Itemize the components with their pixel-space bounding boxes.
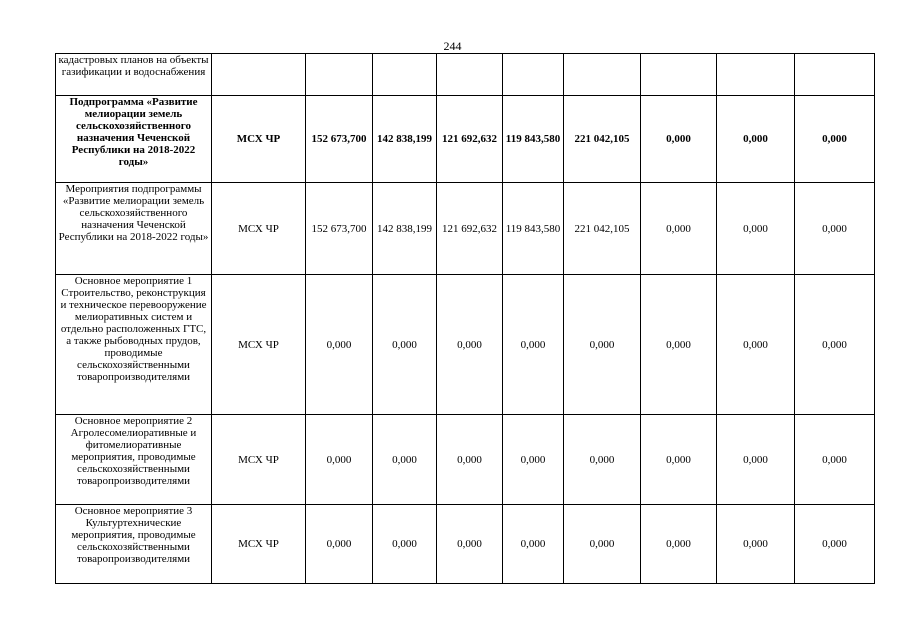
table-row <box>56 505 875 584</box>
table-cell: 0,000 <box>795 183 875 275</box>
table-cell: 121 692,632 <box>437 183 503 275</box>
table-cell: 0,000 <box>373 275 437 415</box>
table-cell: МСХ ЧР <box>212 183 306 275</box>
table-cell: МСХ ЧР <box>212 415 306 505</box>
row-name-cell: Подпрограмма «Развитие мелиорации земель сельскохозяйственного назначения Чеченской Республики на 2018-2022 годы» <box>56 96 212 183</box>
table-cell <box>717 54 795 96</box>
table-cell: 0,000 <box>717 505 795 584</box>
table-cell: 0,000 <box>717 183 795 275</box>
table-cell: 0,000 <box>795 505 875 584</box>
table-cell: 0,000 <box>641 275 717 415</box>
table-row <box>56 275 875 415</box>
table-row <box>56 183 875 275</box>
table-row <box>56 415 875 505</box>
table-cell <box>437 54 503 96</box>
row-name-cell: Основное мероприятие 3 Культуртехнические мероприятия, проводимые сельскохозяйственными товаропроизводителями <box>56 505 212 584</box>
table-cell: 0,000 <box>437 415 503 505</box>
table-cell: 142 838,199 <box>373 96 437 183</box>
row-name-cell: кадастровых планов на объекты газификации и водоснабжения <box>56 54 212 96</box>
table-cell: 0,000 <box>503 275 564 415</box>
page-number: 244 <box>443 39 462 53</box>
table-cell: 0,000 <box>437 505 503 584</box>
table-cell: 0,000 <box>717 275 795 415</box>
table-row <box>56 54 875 96</box>
table-cell: 0,000 <box>306 275 373 415</box>
table-cell: 0,000 <box>641 96 717 183</box>
table-cell <box>373 54 437 96</box>
table-cell <box>564 54 641 96</box>
table-cell: 0,000 <box>795 415 875 505</box>
table-cell: 119 843,580 <box>503 96 564 183</box>
table-cell: 121 692,632 <box>437 96 503 183</box>
table-cell: 221 042,105 <box>564 183 641 275</box>
table-cell: 0,000 <box>373 415 437 505</box>
table-cell: 0,000 <box>717 415 795 505</box>
table-cell: 0,000 <box>641 505 717 584</box>
table-cell <box>641 54 717 96</box>
table-cell: 0,000 <box>564 415 641 505</box>
table-cell <box>503 54 564 96</box>
table-cell: 0,000 <box>437 275 503 415</box>
table-cell: 0,000 <box>795 275 875 415</box>
table-cell: 0,000 <box>373 505 437 584</box>
table-cell: МСХ ЧР <box>212 275 306 415</box>
table-cell: 221 042,105 <box>564 96 641 183</box>
table-cell: МСХ ЧР <box>212 505 306 584</box>
table-cell: 0,000 <box>564 275 641 415</box>
row-name-cell: Основное мероприятие 1 Строительство, реконструкция и техническое перевооружение мелиоративных систем и отдельно расположенных ГТС, а также рыбоводных прудов, проводимые сельскохозяйственными товаропроизводителями <box>56 275 212 415</box>
table-cell: МСХ ЧР <box>212 96 306 183</box>
table-cell: 152 673,700 <box>306 96 373 183</box>
table-cell: 0,000 <box>503 505 564 584</box>
table-cell: 0,000 <box>641 183 717 275</box>
table-cell <box>306 54 373 96</box>
table-cell: 0,000 <box>503 415 564 505</box>
table-cell: 0,000 <box>717 96 795 183</box>
table-cell: 0,000 <box>306 505 373 584</box>
table-cell: 0,000 <box>564 505 641 584</box>
table-row <box>56 96 875 183</box>
table-cell <box>795 54 875 96</box>
table-cell: 142 838,199 <box>373 183 437 275</box>
row-name-cell: Основное мероприятие 2 Агролесомелиоративные и фитомелиоративные мероприятия, проводимые сельскохозяйственными товаропроизводителями <box>56 415 212 505</box>
table-cell: 0,000 <box>795 96 875 183</box>
table-cell: 119 843,580 <box>503 183 564 275</box>
table-cell: 0,000 <box>641 415 717 505</box>
table-cell: 152 673,700 <box>306 183 373 275</box>
budget-table <box>55 53 875 584</box>
table-cell <box>212 54 306 96</box>
table-cell: 0,000 <box>306 415 373 505</box>
row-name-cell: Мероприятия подпрограммы «Развитие мелиорации земель сельскохозяйственного назначения Чеченской Республики на 2018-2022 годы» <box>56 183 212 275</box>
